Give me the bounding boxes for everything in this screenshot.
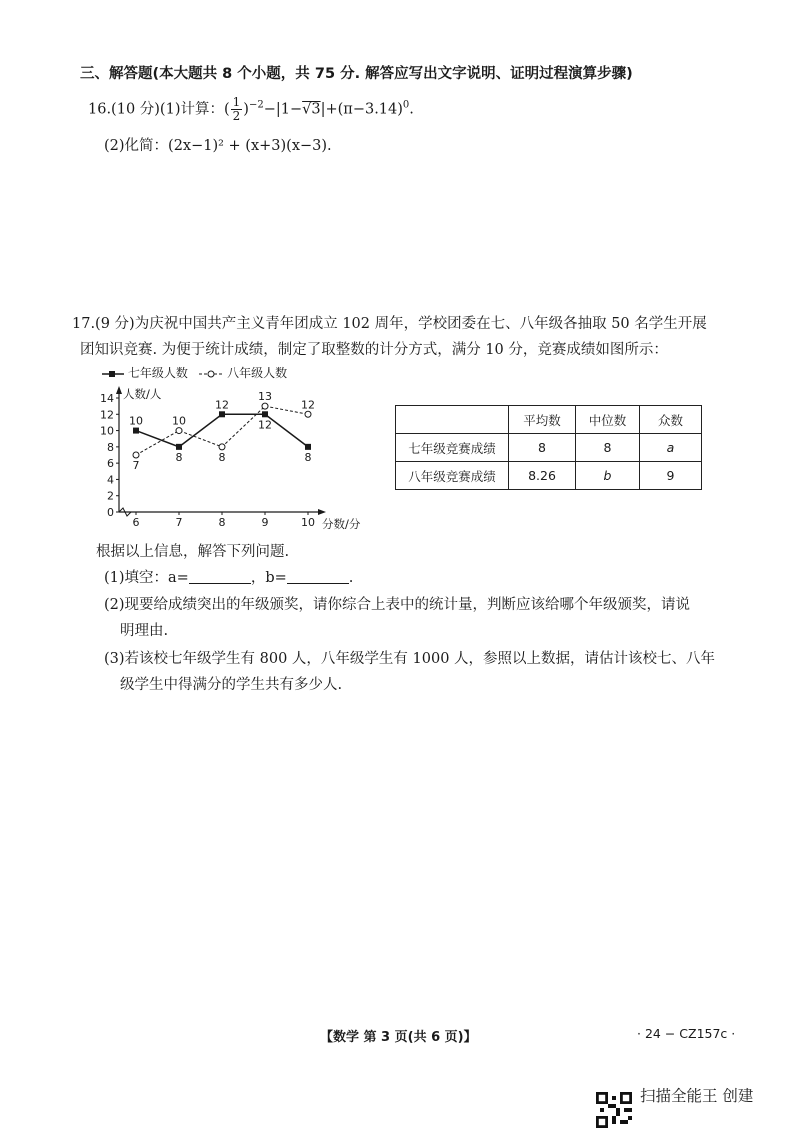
question-17-part2-line1: (2)现要给成绩突出的年级颁奖，请你综合上表中的统计量，判断应该给哪个年级颁奖，请说: [104, 597, 691, 613]
y-tick-label: 2: [107, 489, 114, 503]
series-grade7-line: [136, 414, 308, 447]
page-footer: 【数学 第 3 页(共 6 页)】: [320, 1030, 477, 1045]
table-header-mode: 众数: [640, 406, 702, 434]
y-tick-label: 12: [100, 408, 114, 422]
grade8-data-label: 12: [301, 398, 315, 412]
exponent-neg2: −2: [248, 99, 264, 111]
grade7-point: [176, 444, 182, 450]
grade8-data-label: 10: [172, 414, 186, 428]
x-axis-arrow: [318, 509, 326, 515]
question-16-part1: 16.(10 分)(1)计算：( $\frac{1}{2}$ )$^{-2}-|1-√3|+(\pi-3.14)^0$.: [88, 95, 414, 123]
y-axis-arrow: [116, 386, 122, 394]
grade7-data-label: 10: [129, 414, 143, 428]
y-tick-label: 14: [100, 392, 114, 405]
fill-a-label: (1)填空：a=: [104, 570, 189, 586]
prompt-text: 根据以上信息，解答下列问题.: [96, 544, 290, 560]
grade8-data-label: 13: [258, 390, 272, 404]
question-17-line2: 团知识竞赛. 为便于统计成绩，制定了取整数的计分方式，满分 10 分，竞赛成绩如图所示：: [80, 342, 668, 358]
scanner-watermark: 扫描全能王 创建: [640, 1087, 754, 1105]
table-header-cell: [396, 406, 509, 434]
table-header-row: [396, 406, 702, 434]
grade7-point: [133, 428, 139, 434]
y-axis-label: 人数/人: [123, 387, 162, 401]
question-17-line1: 17.(9 分)为庆祝中国共产主义青年团成立 102 周年，学校团委在七、八年级各抽取 50 名学生开展: [72, 316, 707, 332]
sqrt-3: √3: [302, 101, 321, 118]
question-17-part2-line2: 明理由.: [120, 623, 169, 639]
exponent-zero: 0: [402, 99, 410, 111]
table-cell: b: [576, 462, 640, 490]
grade8-point: [133, 452, 139, 458]
table-header-mean: 平均数: [509, 406, 576, 434]
grade7-point: [262, 411, 268, 417]
table-cell: 8: [509, 434, 576, 462]
grade8-point: [176, 428, 182, 434]
qr-code-icon: [596, 1092, 632, 1128]
answer-blank-a[interactable]: [189, 569, 251, 584]
paper-code: · 24 − CZ157c ·: [637, 1026, 736, 1041]
grade7-point: [305, 444, 311, 450]
grade7-data-label: 12: [258, 418, 272, 432]
q16-part1-tail: .: [409, 101, 414, 118]
grade7-data-label: 8: [175, 450, 183, 464]
fill-end: .: [348, 570, 354, 586]
x-tick-label: 10: [301, 516, 315, 529]
grade8-point: [219, 444, 225, 450]
table-cell: 9: [640, 462, 702, 490]
y-tick-label: 6: [107, 457, 114, 471]
question-17-part3-line1: (3)若该校七年级学生有 800 人，八年级学生有 1000 人，参照以上数据，请估计该校七、八年: [104, 651, 716, 667]
line-chart: [96, 382, 386, 532]
x-tick-label: 6: [132, 516, 140, 529]
chart-legend: [102, 364, 287, 381]
stats-table: [395, 405, 702, 490]
fraction: [231, 96, 243, 123]
grade8-point: [262, 403, 268, 409]
y-tick-label: 4: [107, 473, 114, 487]
legend-solid-square-icon: [102, 369, 124, 379]
grade8-data-label: 7: [132, 459, 140, 472]
grade7-data-label: 8: [304, 450, 312, 464]
question-17-part1: [104, 566, 353, 587]
legend-dashed-circle-icon: [199, 369, 223, 379]
legend-grade7-label: 七年级人数: [127, 366, 188, 380]
y-tick-label: 10: [100, 424, 114, 438]
grade8-point: [305, 411, 311, 417]
x-axis-label: 分数/分: [322, 517, 361, 531]
legend-grade8-label: 八年级人数: [227, 366, 288, 380]
y-tick-label: 8: [107, 440, 114, 454]
grade7-data-label: 12: [215, 398, 229, 412]
q16-part1-mid: −|1−: [263, 101, 303, 118]
x-tick-label: 7: [175, 516, 183, 529]
x-tick-label: 8: [218, 516, 226, 529]
table-cell: a: [640, 434, 702, 462]
x-tick-label: 9: [261, 516, 269, 529]
table-cell: 8.26: [509, 462, 576, 490]
question-16-part2: (2)化简：(2x−1)² + (x+3)(x−3).: [104, 138, 332, 154]
q16-part1-end: |+(π−3.14): [320, 101, 403, 118]
q16-part1-prefix: 16.(10 分)(1)计算：(: [88, 101, 230, 118]
table-row: [396, 434, 702, 462]
question-17-part3-line2: 级学生中得满分的学生共有多少人.: [120, 677, 343, 693]
table-row: [396, 462, 702, 490]
fraction-denominator: 2: [232, 109, 241, 123]
table-header-median: 中位数: [576, 406, 640, 434]
section-header: 三、解答题(本大题共 8 个小题，共 75 分. 解答应写出文字说明、证明过程演算步骤): [80, 66, 633, 82]
y-tick-label: 0: [107, 506, 114, 519]
fraction-numerator: 1: [232, 95, 241, 109]
fill-b-label: ，b=: [250, 570, 287, 586]
table-cell: 八年级竞赛成绩: [396, 462, 509, 490]
table-cell: 七年级竞赛成绩: [396, 434, 509, 462]
grade8-data-label: 8: [218, 450, 226, 464]
grade7-point: [219, 411, 225, 417]
answer-blank-b[interactable]: [287, 569, 349, 584]
table-cell: 8: [576, 434, 640, 462]
